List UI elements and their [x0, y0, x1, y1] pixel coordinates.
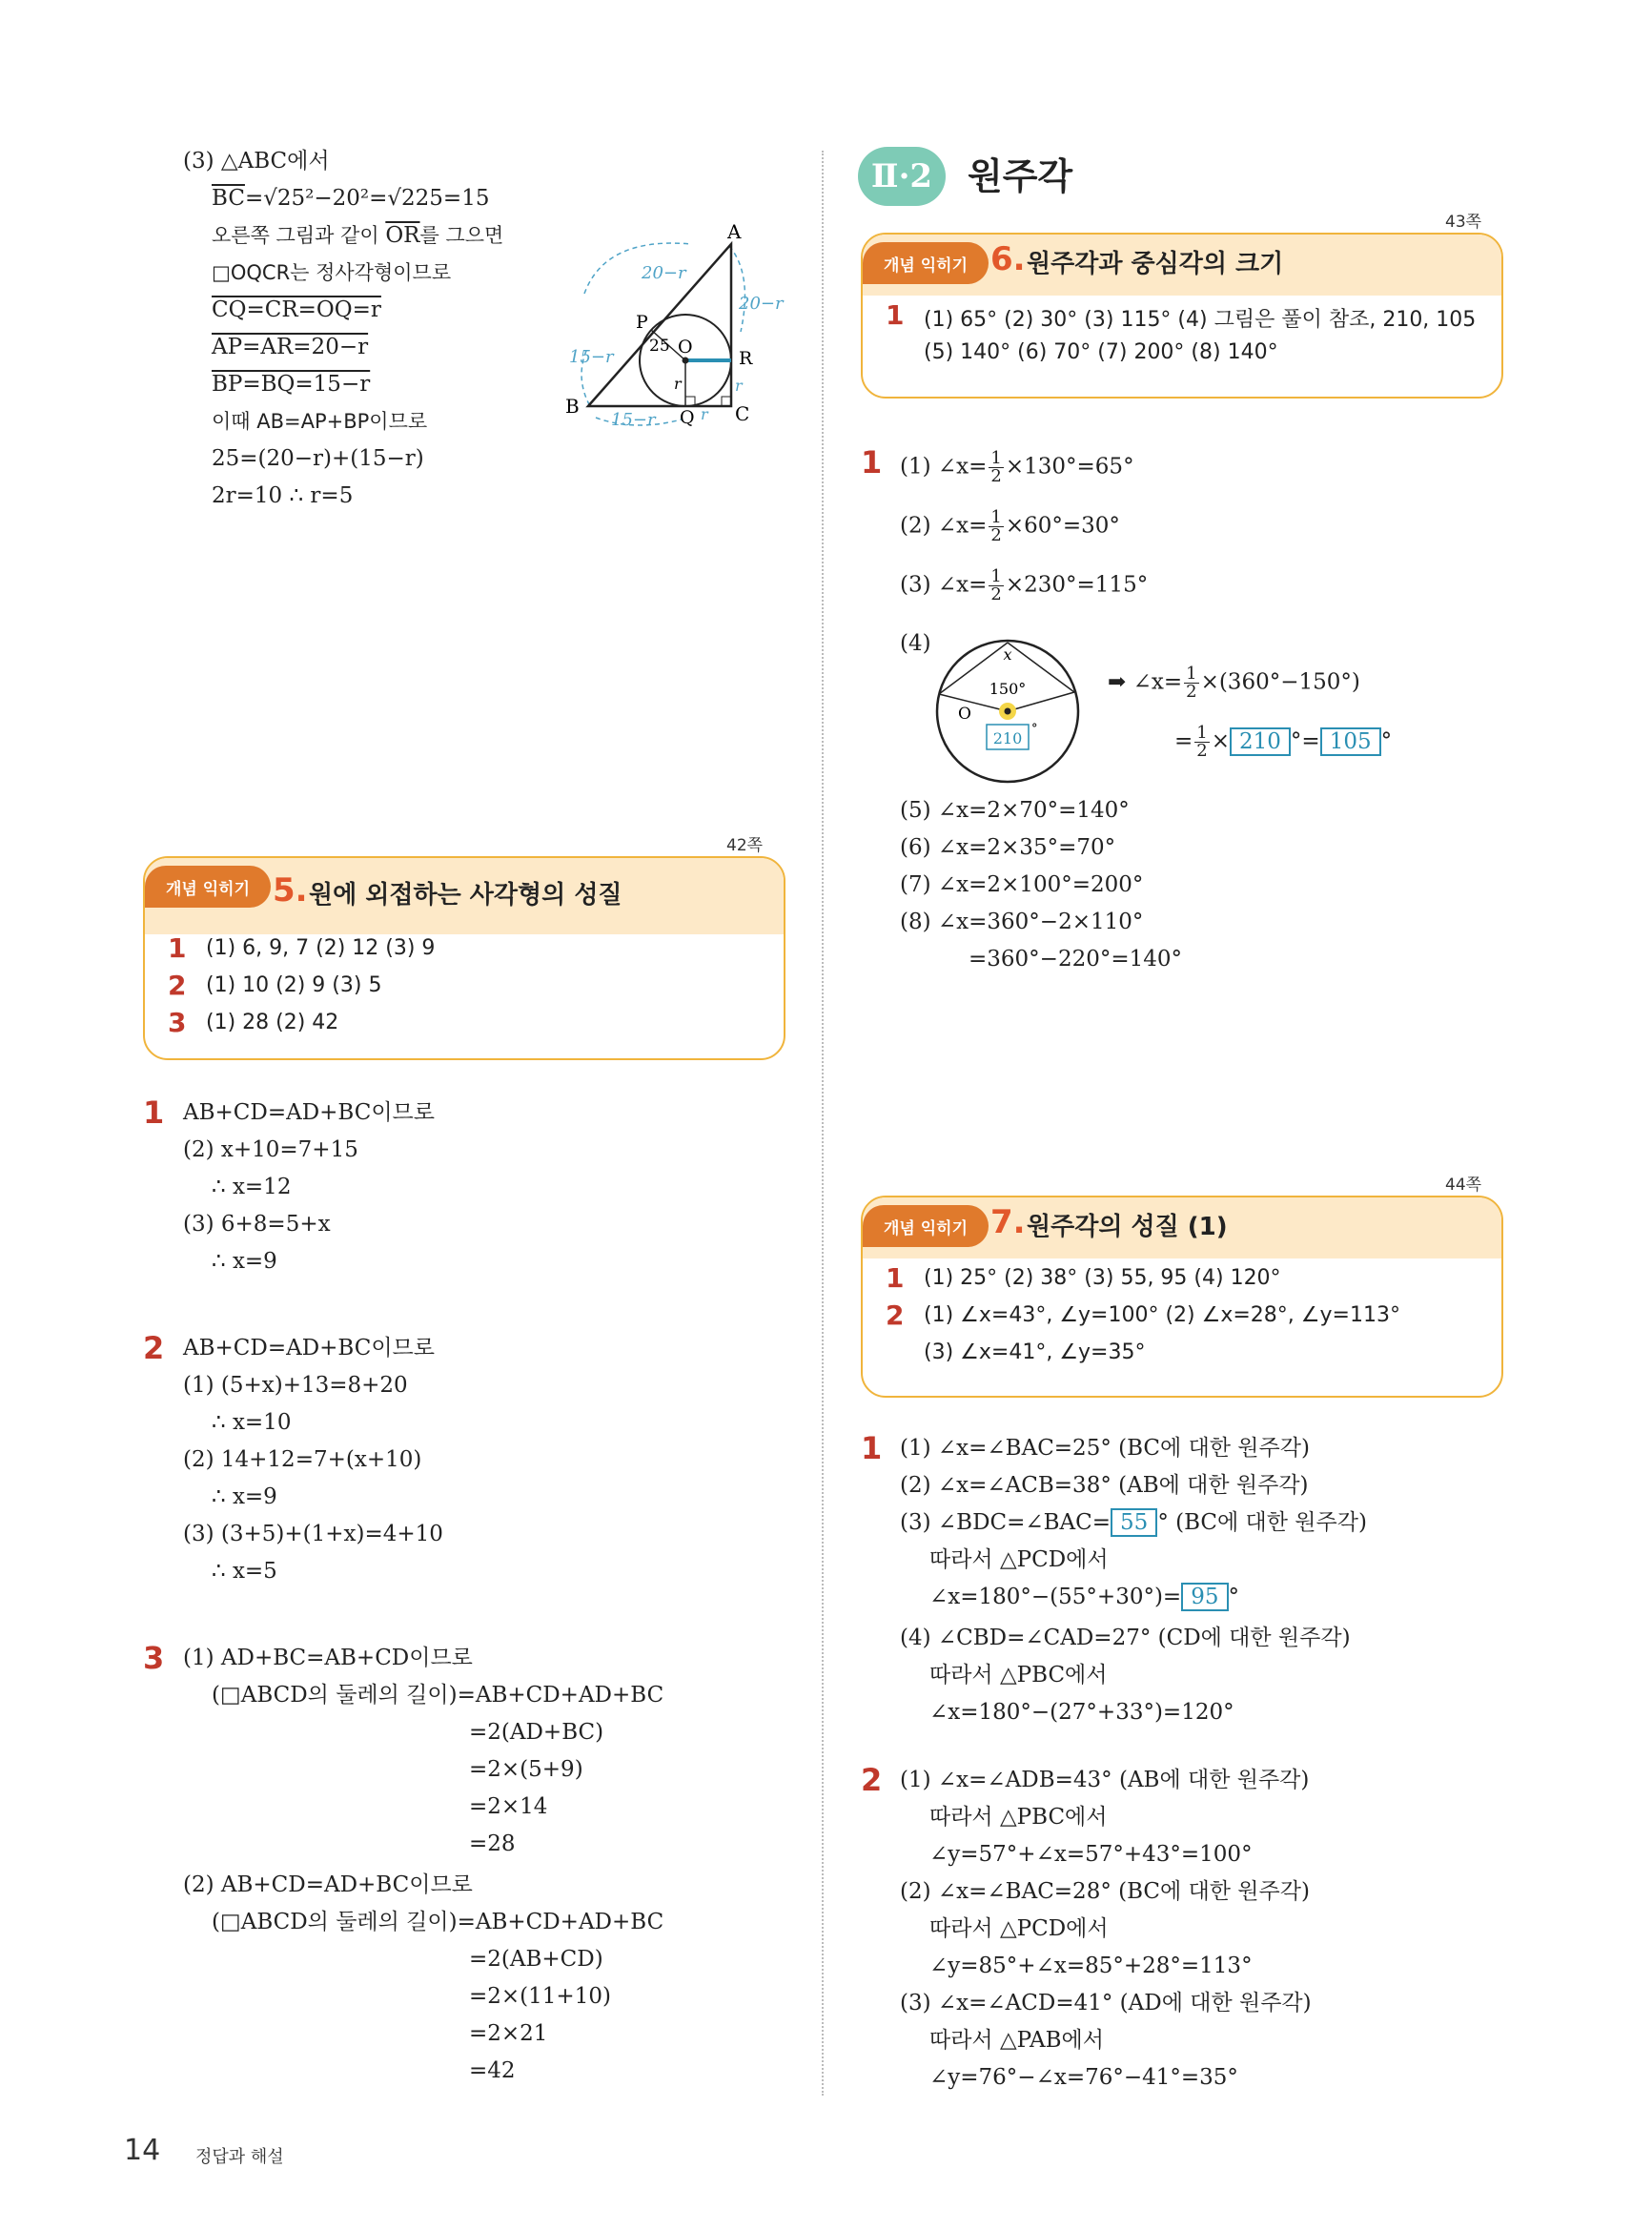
footer-page-number: 14	[124, 2134, 161, 2167]
vertex-B: B	[565, 395, 580, 418]
sol-line: (1) AD+BC=AB+CD이므로	[183, 1646, 473, 1670]
sol-line: =2(AB+CD)	[469, 1947, 603, 1972]
section-title: 원주각과 중심각의 크기	[1027, 250, 1284, 278]
answer-line: (1) 65° (2) 30° (3) 115° (4) 그림은 풀이 참조, 210, 105	[924, 308, 1477, 332]
answer-box: 55	[1111, 1508, 1157, 1537]
label-r: r	[735, 377, 743, 395]
sol-line: (4) ∠CBD=∠CAD=27° (CD에 대한 원주각)	[900, 1626, 1351, 1650]
answer-box: 95	[1181, 1583, 1228, 1611]
sol-line: (1) ∠x=∠BAC=25° (BC에 대한 원주각)	[900, 1436, 1310, 1461]
sol-line: ∠y=57°+∠x=57°+43°=100°	[929, 1842, 1253, 1867]
sol-line: (1) ∠x= $\frac{1}{2}$ ×130°=65°	[900, 448, 1134, 486]
sol-line: AB+CD=AD+BC이므로	[183, 1336, 435, 1361]
angle-x-label: x	[1003, 645, 1012, 664]
label-15-r: 15−r	[611, 410, 656, 430]
concept-badge: 개념 익히기	[863, 1205, 989, 1247]
sol-line: =28	[469, 1831, 516, 1856]
sol-line: =42	[469, 2058, 516, 2083]
sol-line: 따라서 △PCD에서	[929, 1547, 1109, 1572]
sol-line: (2) x+10=7+15	[183, 1137, 358, 1162]
sol-line: (3) ∠x=∠ACD=41° (AD에 대한 원주각)	[900, 1991, 1312, 2015]
chapter-chip: Ⅱ·2	[858, 147, 946, 206]
section-title: 원주각의 성질 (1)	[1027, 1213, 1228, 1241]
reflex-angle-box: 210	[992, 729, 1023, 747]
sol-line: =2×(11+10)	[469, 1984, 611, 2009]
sol-line: ∠x=180°−(55°+30°)= 95 °	[929, 1585, 1239, 1609]
answer-line: (1) 28 (2) 42	[206, 1011, 339, 1034]
sol-line: (2) ∠x= $\frac{1}{2}$ ×60°=30°	[900, 507, 1120, 545]
section-number: 6.	[990, 240, 1026, 278]
sol-line: (3) 6+8=5+x	[183, 1212, 331, 1237]
page-ref: 44쪽	[1445, 1176, 1482, 1195]
concept-box-5	[143, 856, 785, 1060]
sol-line: = $\frac{1}{2}$ × 210 °= 105 °	[1174, 723, 1393, 761]
answer-number: 2	[168, 970, 187, 1001]
sol-line: (4)	[900, 631, 931, 656]
section-number: 5.	[273, 871, 308, 910]
answer-line: (5) 140° (6) 70° (7) 200° (8) 140°	[924, 340, 1278, 364]
degree-mark: °	[1031, 722, 1038, 736]
sol-line: ➡ ∠x= $\frac{1}{2}$ ×(360°−150°)	[1108, 664, 1360, 702]
label-r: r	[701, 405, 708, 423]
point-O: O	[678, 337, 693, 358]
sol-line: 25=(20−r)+(15−r)	[212, 446, 424, 471]
sol-line: (2) ∠x=∠BAC=28° (BC에 대한 원주각)	[900, 1879, 1310, 1904]
problem-number: 3	[143, 1640, 165, 1676]
angle-150-label: 150°	[989, 680, 1027, 698]
problem-number: 2	[143, 1330, 165, 1366]
sol-line: =2(AD+BC)	[469, 1720, 604, 1745]
sol-line: ∴ x=12	[212, 1175, 292, 1199]
answer-line: (1) 25° (2) 38° (3) 55, 95 (4) 120°	[924, 1266, 1281, 1290]
sol-line: 따라서 △PAB에서	[929, 2028, 1104, 2053]
section-title: 원에 외접하는 사각형의 성질	[309, 881, 622, 910]
sol-line: ∠y=85°+∠x=85°+28°=113°	[929, 1954, 1253, 1978]
sol-line: 오른쪽 그림과 같이 $\overline{OR}$를 그으면	[212, 223, 504, 248]
label-20-r: 20−r	[642, 263, 686, 283]
footer-label: 정답과 해설	[195, 2147, 284, 2167]
point-P: P	[636, 312, 648, 333]
label-25: 25	[649, 337, 670, 356]
answer-number: 1	[168, 932, 187, 964]
problem-number: 1	[143, 1095, 165, 1131]
answer-line: (1) 10 (2) 9 (3) 5	[206, 973, 382, 997]
sol-line: 따라서 △PBC에서	[929, 1805, 1108, 1830]
answer-number: 2	[886, 1299, 905, 1331]
concept-box-7	[861, 1196, 1503, 1398]
sol-line: 따라서 △PCD에서	[929, 1916, 1109, 1941]
answer-box: 105	[1320, 727, 1381, 756]
sol-line: =2×(5+9)	[469, 1757, 583, 1782]
sol-line: (8) ∠x=360°−2×110°	[900, 910, 1144, 934]
sol-line: =2×14	[469, 1794, 548, 1819]
sol-line: $\overline{BC}=√25^2-20^2=√225=15$	[212, 186, 490, 211]
problem-number: 1	[861, 1430, 883, 1466]
sol-line: ∴ x=9	[212, 1484, 277, 1509]
sol-line: (3) (3+5)+(1+x)=4+10	[183, 1522, 443, 1546]
sol-line: (2) 14+12=7+(x+10)	[183, 1447, 422, 1472]
sol-line: BP=BQ=15−r	[212, 372, 371, 397]
sol-line: (5) ∠x=2×70°=140°	[900, 798, 1130, 823]
sol-line: (3) ∠BDC=∠BAC= 55 ° (BC에 대한 원주각)	[900, 1510, 1367, 1535]
label-r: r	[674, 375, 682, 393]
sol-line: (1) ∠x=∠ADB=43° (AB에 대한 원주각)	[900, 1768, 1310, 1792]
center-O-label: O	[958, 705, 971, 724]
sol-line: (7) ∠x=2×100°=200°	[900, 872, 1144, 897]
sol-line: 2r=10 ∴ r=5	[212, 483, 354, 508]
sol-line: (3) △ABC에서	[183, 149, 330, 174]
sol-line: ∴ x=9	[212, 1249, 277, 1274]
answer-number: 1	[886, 1262, 905, 1294]
concept-box-6	[861, 233, 1503, 399]
label-20-r: 20−r	[739, 294, 784, 314]
answer-box: 210	[1230, 727, 1291, 756]
answer-line: (1) ∠x=43°, ∠y=100° (2) ∠x=28°, ∠y=113°	[924, 1303, 1400, 1327]
column-divider	[822, 151, 824, 2096]
sol-line: AP=AR=20−r	[212, 335, 369, 359]
sol-line: ∠x=180°−(27°+33°)=120°	[929, 1700, 1234, 1725]
sol-line: AB+CD=AD+BC이므로	[183, 1100, 435, 1125]
sol-line: (6) ∠x=2×35°=70°	[900, 835, 1116, 860]
sol-line: =2×21	[469, 2021, 548, 2046]
sol-line: (2) ∠x=∠ACB=38° (AB에 대한 원주각)	[900, 1473, 1309, 1498]
sol-line: 따라서 △PBC에서	[929, 1663, 1108, 1688]
inscribed-angle-figure	[929, 633, 1091, 790]
sol-line: 이때 AB=AP+BP이므로	[212, 410, 428, 433]
page-ref: 42쪽	[726, 836, 764, 855]
sol-line: CQ=CR=OQ=r	[212, 297, 381, 322]
sol-line: ∠y=76°−∠x=76°−41°=35°	[929, 2065, 1238, 2090]
sol-line: (3) ∠x= $\frac{1}{2}$ ×230°=115°	[900, 566, 1149, 604]
sol-line: (□ABCD의 둘레의 길이)=AB+CD+AD+BC	[212, 1910, 664, 1934]
label-15-r: 15−r	[569, 347, 614, 367]
sol-line: ∴ x=10	[212, 1410, 292, 1435]
page-ref: 43쪽	[1445, 213, 1482, 232]
problem-number: 1	[861, 444, 883, 481]
section-number: 7.	[990, 1203, 1026, 1241]
answer-line: (3) ∠x=41°, ∠y=35°	[924, 1340, 1146, 1364]
chapter-title: 원주각	[968, 155, 1073, 197]
concept-badge: 개념 익히기	[145, 866, 271, 908]
concept-badge: 개념 익히기	[863, 242, 989, 284]
sol-line: □OQCR는 정사각형이므로	[212, 261, 452, 284]
vertex-C: C	[735, 402, 750, 425]
sol-line: =360°−220°=140°	[969, 947, 1183, 972]
answer-number: 1	[886, 299, 905, 331]
sol-line: ∴ x=5	[212, 1559, 277, 1584]
sol-line: (□ABCD의 둘레의 길이)=AB+CD+AD+BC	[212, 1683, 664, 1708]
answer-line: (1) 6, 9, 7 (2) 12 (3) 9	[206, 936, 436, 960]
triangle-incircle-figure	[558, 217, 806, 437]
sol-line: (1) (5+x)+13=8+20	[183, 1373, 408, 1398]
sol-line: (2) AB+CD=AD+BC이므로	[183, 1872, 473, 1897]
answer-number: 3	[168, 1007, 187, 1038]
point-Q: Q	[680, 407, 695, 428]
point-R: R	[739, 348, 753, 369]
problem-number: 2	[861, 1762, 883, 1798]
vertex-A: A	[727, 220, 742, 243]
